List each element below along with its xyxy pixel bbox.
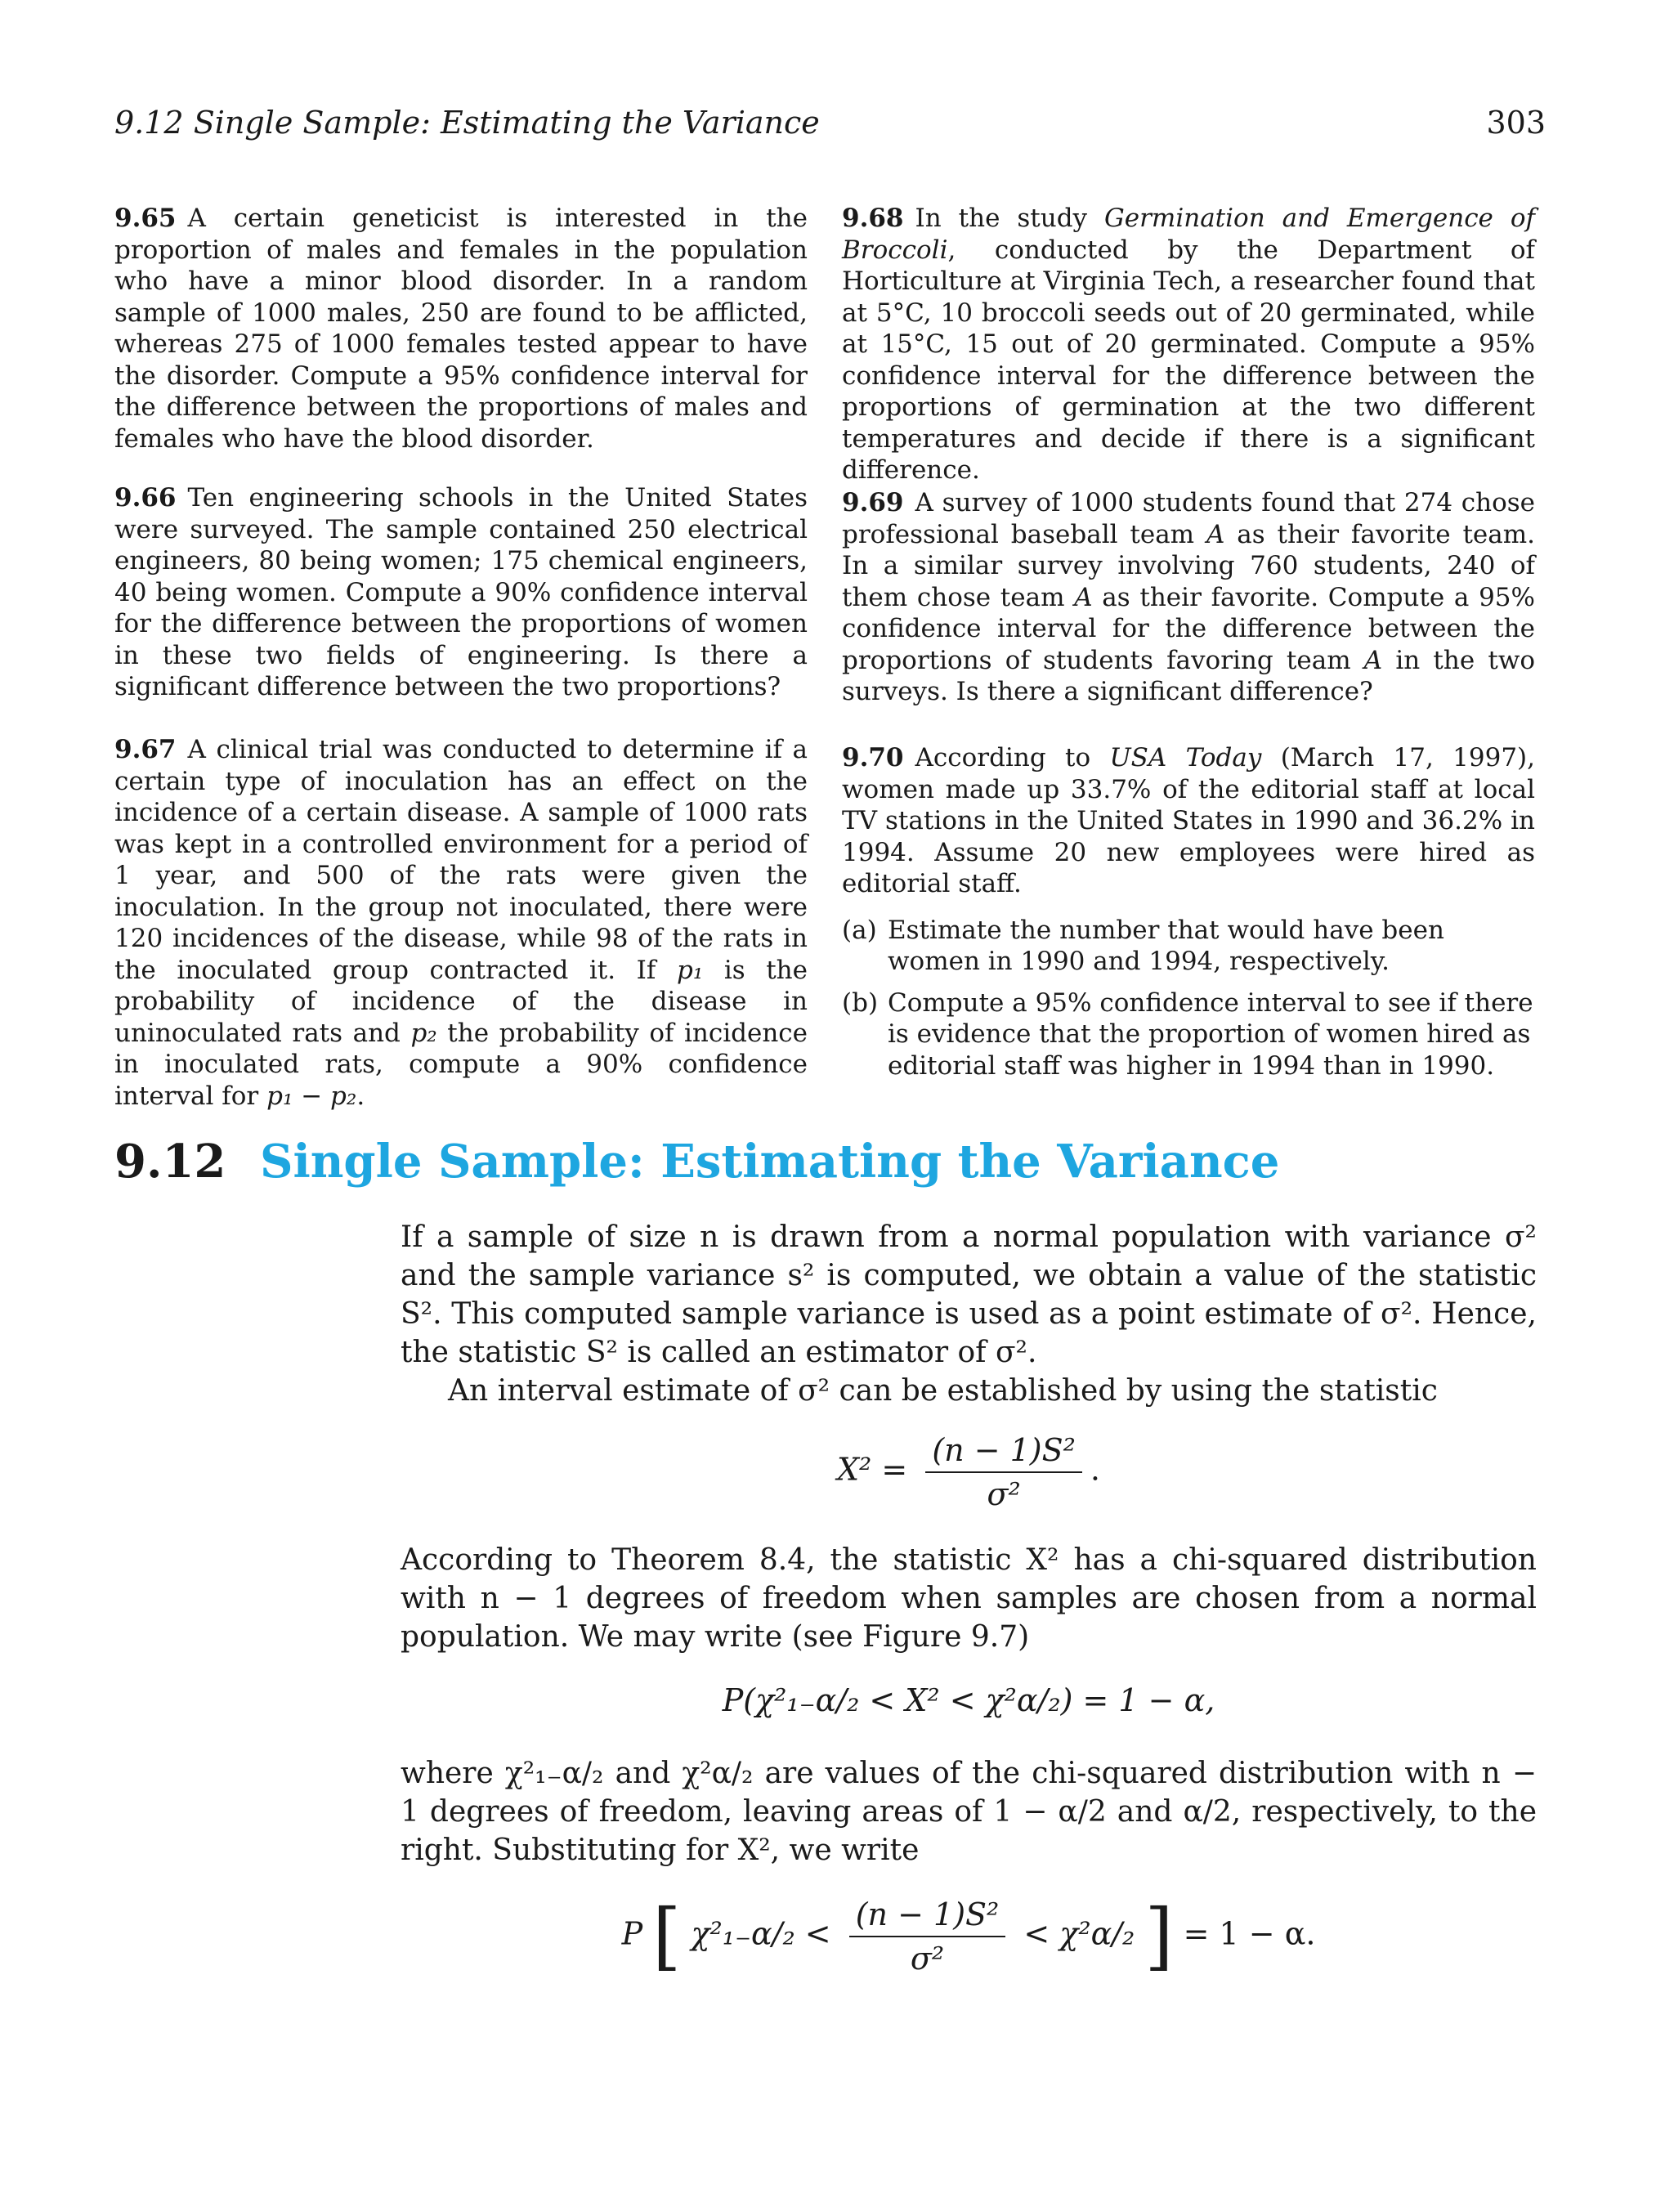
- exercise-text: in the two surveys. Is there a significant difference?: [842, 645, 1536, 706]
- body-where: [401, 1754, 1537, 1869]
- exercise-end: .: [356, 1081, 365, 1111]
- source-title: USA Today: [1109, 743, 1262, 772]
- exercise-9-65: [114, 203, 808, 454]
- exercise-text: According to: [915, 743, 1091, 772]
- fraction-numerator: (n − 1)S²: [849, 1896, 1006, 1937]
- exercise-text: Ten engineering schools in the United States were surveyed. The sample contained 250 electrical engineers, 80 being women; 175 chemical engineers, 40 being women. Compute a 90% confidence interval for the difference between the proportions of women in these two fields of engineering. Is there a significant difference between the two proportions?: [114, 483, 808, 701]
- exercise-9-69: [842, 487, 1535, 708]
- left-bracket: [: [652, 1893, 682, 1979]
- equation-left: χ²₁₋α/₂ <: [691, 1915, 831, 1952]
- exercise-text: , conducted by the Department of Horticulture at Virginia Tech, a researcher found that at 5°C, 10 broccoli seeds out of 20 germinated, while at 15°C, 15 out of 20 germinated. Compute a 95% confidence interval for the difference between the proportions of germination at the two different temperatures and decide if there is a significant difference.: [842, 235, 1535, 485]
- exercise-number: 9.69: [842, 488, 904, 517]
- exercise-text: is the probability of incidence of the disease in uninoculated rats and: [114, 955, 808, 1048]
- equation-end: .: [1090, 1451, 1100, 1488]
- exercise-number: 9.67: [114, 735, 177, 764]
- part-text: Compute a 95% confidence interval to see if there is evidence that the proportion of women hired as editorial staff was higher in 1994 than in 1990.: [888, 987, 1533, 1081]
- paragraph: According to Theorem 8.4, the statistic X² has a chi-squared distribution with n − 1 degrees of freedom when samples are chosen from a normal population. We may write (see Figure 9.7): [401, 1543, 1537, 1654]
- exercise-text: the probability of incidence in inoculated rats, compute a 90% confidence interval for: [114, 1018, 808, 1111]
- exercise-number: 9.68: [842, 204, 904, 233]
- equation-substituted: [401, 1893, 1537, 1979]
- section-heading: [114, 1135, 1279, 1189]
- paragraph: If a sample of size n is drawn from a normal population with variance σ² and the sample variance s² is computed, we obtain a value of the statistic S². This computed sample variance is used as a point estimate of σ². Hence, the statistic S² is called an estimator of σ².: [401, 1220, 1537, 1369]
- equation-fraction: [849, 1896, 1006, 1977]
- exercise-text: as their favorite. Compute a 95% confidence interval for the difference between the proportions of students favoring team: [842, 582, 1535, 675]
- paragraph: where χ²₁₋α/₂ and χ²α/₂ are values of the chi-squared distribution with n − 1 degrees of freedom, leaving areas of 1 − α/2 and α/2, respectively, to the right. Substituting for X², we write: [401, 1757, 1537, 1867]
- exercise-9-68: [842, 203, 1535, 486]
- exercise-9-70: [842, 742, 1535, 1091]
- equation-probability: [401, 1682, 1537, 1718]
- equation-lhs: X² =: [837, 1451, 908, 1488]
- section-title: Single Sample: Estimating the Variance: [260, 1135, 1280, 1189]
- exercise-text: In the study: [915, 204, 1088, 233]
- section-number: 9.12: [114, 1135, 226, 1189]
- body-theorem: [401, 1541, 1537, 1656]
- equation-right: < χ²α/₂: [1023, 1915, 1135, 1952]
- part-label: (b): [842, 987, 879, 1018]
- team-symbol: A: [1074, 582, 1093, 612]
- fraction-denominator: σ²: [987, 1476, 1021, 1512]
- equation-fraction: [925, 1432, 1082, 1512]
- exercise-parts: [842, 915, 1535, 1082]
- exercise-text: A certain geneticist is interested in the proportion of males and females in the population who have a minor blood disorder. In a random sample of 1000 males, 250 are found to be afflicted, whereas 275 of 1000 females tested appear to have the disorder. Compute a 95% confidence interval for the difference between the proportions of males and females who have the blood disorder.: [114, 204, 808, 454]
- body-intro: [401, 1218, 1537, 1410]
- part-label: (a): [842, 915, 877, 945]
- fraction-denominator: σ²: [910, 1941, 945, 1977]
- exercise-text: A survey of 1000 students found that 274 chose professional baseball team: [842, 488, 1535, 549]
- right-bracket: ]: [1144, 1893, 1174, 1979]
- study-title: Germination and Emergence of Broccoli: [842, 204, 1535, 265]
- exercise-text: A clinical trial was conducted to determine if a certain type of inoculation has an effect on the incidence of a certain disease. A sample of 1000 rats was kept in a controlled environment for a period of 1 year, and 500 of the rats were given the inoculation. In the group not inoculated, there were 120 incidences of the disease, while 98 of the rats in the inoculated group contracted it. If: [114, 735, 808, 985]
- equation-text: P(χ²₁₋α/₂ < X² < χ²α/₂) = 1 − α,: [722, 1682, 1215, 1718]
- exercise-number: 9.70: [842, 743, 904, 772]
- paragraph: An interval estimate of σ² can be established by using the statistic: [448, 1374, 1438, 1408]
- exercise-text: as their favorite team. In a similar survey involving 760 students, 240 of them chose team: [842, 519, 1536, 612]
- symbol-p2: p₂: [410, 1018, 437, 1048]
- exercise-number: 9.66: [114, 483, 177, 513]
- part-text: Estimate the number that would have been women in 1990 and 1994, respectively.: [888, 915, 1444, 976]
- exercise-part-b: [842, 987, 1535, 1082]
- exercise-9-67: [114, 734, 808, 1112]
- exercise-text: (March 17, 1997), women made up 33.7% of the editorial staff at local TV stations in the United States in 1990 and 36.2% in 1994. Assume 20 new employees were hired as editorial staff.: [842, 743, 1535, 898]
- equation-chi-square-statistic: [401, 1432, 1537, 1512]
- symbol-p1-minus-p2: p₁ − p₂: [266, 1081, 357, 1111]
- equation-p: P: [621, 1915, 643, 1952]
- running-title: 9.12 Single Sample: Estimating the Variance: [114, 105, 820, 141]
- team-symbol: A: [1363, 645, 1383, 675]
- exercise-number: 9.65: [114, 204, 177, 233]
- fraction-numerator: (n − 1)S²: [925, 1432, 1082, 1473]
- exercise-part-a: [842, 915, 1535, 978]
- team-symbol: A: [1206, 519, 1225, 549]
- equation-rhs: = 1 − α.: [1183, 1915, 1316, 1952]
- page-number: 303: [1486, 105, 1546, 141]
- symbol-p1: p₁: [676, 955, 704, 985]
- exercise-9-66: [114, 482, 808, 703]
